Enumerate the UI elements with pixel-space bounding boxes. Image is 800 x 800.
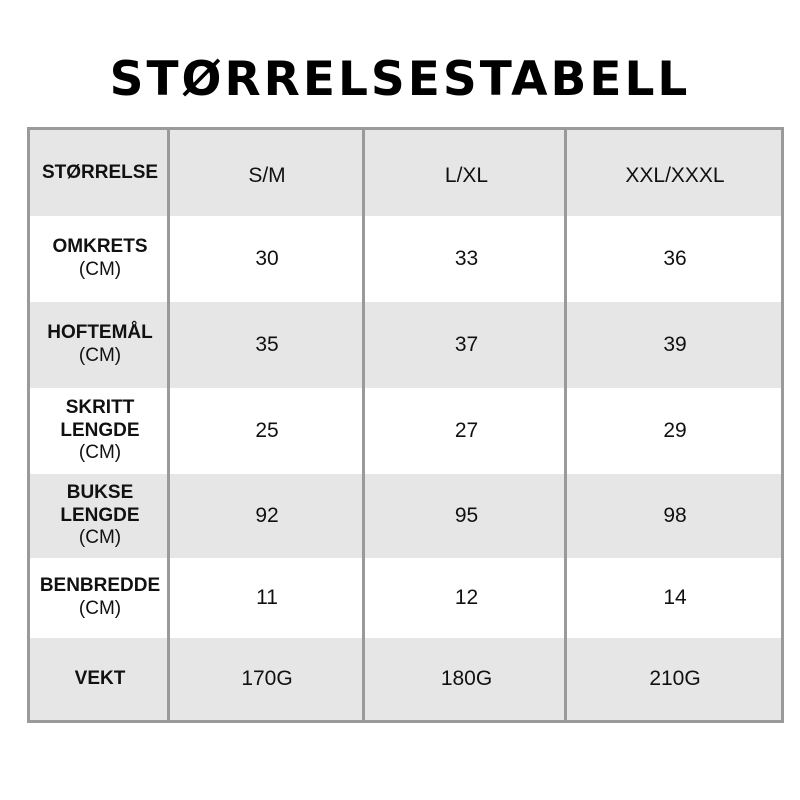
header-size-sm: S/M bbox=[248, 164, 286, 187]
row-label bbox=[30, 216, 170, 302]
table-cell: 12 bbox=[454, 586, 479, 609]
table-cell: 11 bbox=[256, 586, 278, 609]
row-label-text: SKRITT LENGDE bbox=[60, 396, 140, 441]
table-row bbox=[30, 302, 781, 388]
table-cell: 170G bbox=[241, 667, 293, 690]
table-cell: 39 bbox=[663, 333, 687, 356]
table-cell: 25 bbox=[255, 419, 279, 442]
table-cell: 33 bbox=[454, 247, 479, 270]
column-divider bbox=[362, 130, 365, 720]
row-label-text: HOFTEMÅL bbox=[47, 322, 153, 344]
table-cell: 210G bbox=[649, 667, 701, 690]
row-label bbox=[30, 558, 170, 638]
table-row bbox=[30, 474, 781, 558]
row-unit: (CM) bbox=[78, 527, 122, 549]
row-unit: (CM) bbox=[78, 598, 122, 619]
table-cell: 14 bbox=[663, 586, 687, 609]
column-divider bbox=[167, 130, 170, 720]
row-label-text: BUKSE LENGDE bbox=[60, 481, 140, 526]
table-cell: 180G bbox=[440, 667, 493, 690]
row-unit: (CM) bbox=[78, 259, 122, 280]
row-label bbox=[30, 388, 170, 474]
row-label bbox=[30, 638, 170, 720]
table-cell: 37 bbox=[454, 333, 479, 356]
row-label-text: OMKRETS bbox=[52, 236, 148, 258]
table-cell: 30 bbox=[255, 247, 279, 270]
table-cell: 36 bbox=[663, 247, 687, 270]
table-header-row bbox=[30, 130, 781, 216]
row-label bbox=[30, 474, 170, 558]
table-cell: 35 bbox=[255, 333, 279, 356]
table-cell: 95 bbox=[454, 504, 479, 527]
row-unit: (CM) bbox=[78, 345, 122, 366]
size-table bbox=[27, 127, 784, 723]
table-cell: 29 bbox=[663, 419, 687, 442]
row-unit: (CM) bbox=[78, 442, 122, 464]
table-row bbox=[30, 216, 781, 302]
table-row bbox=[30, 638, 781, 720]
table-cell: 27 bbox=[454, 419, 479, 442]
row-label-text: VEKT bbox=[74, 667, 126, 689]
table-row bbox=[30, 558, 781, 638]
header-label: STØRRELSE bbox=[41, 161, 159, 183]
column-divider bbox=[564, 130, 567, 720]
table-cell: 92 bbox=[255, 504, 279, 527]
page-title: STØRRELSESTABELL bbox=[109, 52, 691, 107]
row-label bbox=[30, 302, 170, 388]
row-label-text: BENBREDDE bbox=[39, 575, 161, 597]
header-size-xxl: XXL/XXXL bbox=[625, 164, 725, 187]
table-cell: 98 bbox=[663, 504, 687, 527]
table-row bbox=[30, 388, 781, 474]
header-size-lxl: L/XL bbox=[444, 164, 489, 187]
